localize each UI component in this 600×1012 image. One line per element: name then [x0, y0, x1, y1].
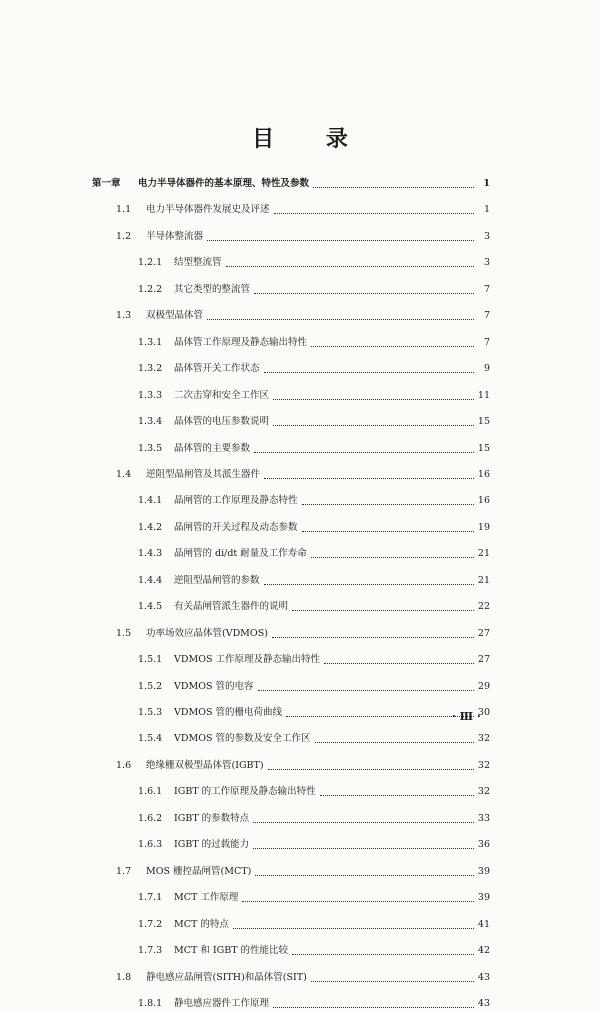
toc-entry-page: 27: [477, 627, 490, 639]
toc-entry-number: 1.6: [116, 759, 132, 771]
toc-entry-title: 静电感应器件工作原理: [174, 997, 270, 1009]
toc-entry-title: IGBT 的参数特点: [174, 812, 250, 824]
toc-entry: [138, 837, 490, 853]
toc-entry-title: MCT 工作原理: [174, 892, 239, 904]
dot-leader: [226, 265, 474, 267]
toc-entry-page: 32: [477, 759, 490, 771]
toc-entry-page: 39: [477, 892, 490, 904]
toc-entry: [138, 652, 490, 668]
dot-leader: [302, 503, 474, 505]
dot-leader: [273, 398, 474, 400]
toc-entry-title: MOS 栅控晶闸管(MCT): [146, 865, 252, 877]
toc-entry-number: 1.5.2: [138, 680, 163, 692]
dot-leader: [264, 583, 474, 585]
dot-leader: [233, 927, 474, 929]
toc-entry-number: 1.1: [116, 204, 132, 216]
toc-entry-number: 1.4.3: [138, 548, 163, 560]
toc-entry-title: IGBT 的过载能力: [174, 839, 250, 851]
toc-entry: [116, 202, 490, 218]
toc-entry-page: 22: [477, 601, 490, 613]
toc-entry-number: 1.3.2: [138, 363, 163, 375]
toc-entry-number: 1.4.4: [138, 574, 163, 586]
toc-entry-page: 36: [477, 839, 490, 851]
toc-entry-title: 结型整流管: [174, 257, 222, 269]
toc-entry-page: 43: [477, 997, 490, 1009]
dot-leader: [302, 530, 474, 532]
toc-entry-number: 第一章: [92, 178, 121, 189]
toc-entry-title: 电力半导体器件的基本原理、特性及参数: [138, 178, 310, 189]
dot-leader: [292, 609, 474, 611]
toc-entry-page: 43: [477, 971, 490, 983]
toc-entry: [138, 546, 490, 562]
toc-entry: [116, 758, 490, 774]
toc-entry-page: 16: [477, 468, 490, 480]
toc-entry-title: 半导体整流器: [146, 230, 204, 242]
toc-entry: [116, 308, 490, 324]
toc-entry-title: MCT 和 IGBT 的性能比较: [174, 945, 289, 956]
dot-leader: [292, 953, 474, 955]
toc-entry-number: 1.7.1: [138, 892, 163, 904]
toc-entry-page: 3: [483, 257, 490, 269]
toc-entry-title: 晶闸管的开关过程及动态参数: [174, 521, 298, 533]
toc-entry-number: 1.7.3: [138, 945, 163, 956]
toc-entry-page: 39: [477, 865, 490, 877]
toc-entry: [138, 599, 490, 615]
toc-entry: [92, 176, 490, 192]
toc-entry-title: 晶体管的电压参数说明: [174, 416, 270, 427]
page-title: 目 录: [252, 126, 370, 152]
dot-leader: [273, 424, 474, 426]
dot-leader: [274, 212, 474, 214]
toc-entry: [138, 255, 490, 271]
dot-leader: [320, 794, 474, 796]
toc-entry-page: 11: [477, 389, 490, 401]
page-folio: · Ⅲ ·: [452, 710, 481, 723]
toc-entry: [138, 731, 490, 747]
toc-entry-page: 41: [477, 918, 490, 930]
toc-entry: [138, 996, 490, 1012]
toc-entry: [116, 970, 490, 986]
toc-entry-page: 7: [483, 336, 490, 348]
toc-entry-page: 21: [477, 574, 490, 586]
toc-entry-page: 21: [477, 548, 490, 560]
toc-entry-title: 晶体管开关工作状态: [174, 363, 260, 375]
toc-entry: [138, 573, 490, 589]
toc-entry-number: 1.5.1: [138, 654, 163, 666]
toc-entry-number: 1.4.1: [138, 495, 163, 507]
toc-entry-page: 30: [477, 707, 490, 718]
toc-entry-page: 7: [483, 310, 490, 322]
toc-entry-number: 1.2.2: [138, 283, 163, 295]
toc-entry-page: 7: [483, 283, 490, 295]
toc-entry: [138, 414, 490, 430]
toc-entry-number: 1.3.3: [138, 389, 163, 401]
toc-entry-number: 1.3.5: [138, 442, 163, 454]
toc-entry-number: 1.5.3: [138, 707, 163, 718]
toc-entry-title: VDMOS 工作原理及静态输出特性: [174, 654, 321, 666]
toc-entry-number: 1.3.1: [138, 336, 163, 348]
toc-entry-page: 19: [477, 521, 490, 533]
toc-entry-title: 二次击穿和安全工作区: [174, 389, 270, 401]
toc-entry-number: 1.2: [116, 230, 132, 242]
dot-leader: [313, 186, 474, 188]
toc-entry-title: 绝缘栅双极型晶体管(IGBT): [146, 759, 264, 771]
toc-entry-title: 逆阻型晶闸管的参数: [174, 574, 260, 586]
toc-entry-page: 33: [477, 812, 490, 824]
toc-entry-page: 1: [483, 204, 490, 216]
toc-entry-number: 1.7: [116, 865, 132, 877]
toc-entry-page: 1: [483, 178, 490, 189]
toc-entry-number: 1.7.2: [138, 918, 163, 930]
dot-leader: [258, 689, 474, 691]
toc-entry-title: 功率场效应晶体管(VDMOS): [146, 627, 268, 639]
dot-leader: [324, 662, 474, 664]
toc-entry-title: 双极型晶体管: [146, 310, 204, 322]
toc-entry: [138, 335, 490, 351]
toc-entry: [138, 784, 490, 800]
toc-entry: [138, 679, 490, 695]
dot-leader: [254, 451, 474, 453]
toc-entry-page: 27: [477, 654, 490, 666]
toc-entry-title: 晶闸管的 di/dt 耐量及工作寿命: [174, 548, 307, 560]
dot-leader: [311, 556, 474, 558]
toc-entry-number: 1.8: [116, 971, 132, 983]
toc-entry-number: 1.4: [116, 468, 132, 480]
dot-leader: [242, 900, 474, 902]
toc-entry: [116, 229, 490, 245]
dot-leader: [255, 874, 474, 876]
toc-entry: [138, 705, 490, 721]
dot-leader: [311, 345, 474, 347]
toc-entry: [138, 520, 490, 536]
toc-entry-page: 29: [477, 680, 490, 692]
toc-entry-title: VDMOS 管的参数及安全工作区: [174, 733, 311, 745]
toc-entry-title: 电力半导体器件发展史及评述: [146, 204, 270, 216]
toc-entry-title: VDMOS 管的电容: [174, 680, 254, 692]
dot-leader: [264, 371, 474, 373]
toc-entry-page: 32: [477, 786, 490, 798]
toc-entry-title: 其它类型的整流管: [174, 283, 251, 295]
toc-entry-title: 晶体管的主要参数: [174, 442, 251, 454]
toc-entry-title: 有关晶闸管派生器件的说明: [174, 601, 289, 613]
toc-entry-title: 晶体管工作原理及静态输出特性: [174, 336, 308, 348]
toc-entry-number: 1.5.4: [138, 733, 163, 745]
toc-entry: [116, 626, 490, 642]
toc-entry: [138, 493, 490, 509]
toc-entry: [138, 282, 490, 298]
dot-leader: [272, 636, 474, 638]
toc-entry-page: 3: [483, 230, 490, 242]
toc-entry-number: 1.2.1: [138, 257, 163, 269]
toc-entry-number: 1.3: [116, 310, 132, 322]
toc-entry-title: 逆阻型晶闸管及其派生器件: [146, 468, 261, 480]
dot-leader: [268, 768, 474, 770]
toc-entry-title: 晶闸管的工作原理及静态特性: [174, 495, 298, 507]
toc-entry: [138, 890, 490, 906]
toc-entry: [116, 864, 490, 880]
toc-entry-number: 1.5: [116, 627, 132, 639]
toc-entry-number: 1.6.2: [138, 812, 163, 824]
toc-entry: [116, 467, 490, 483]
dot-leader: [253, 821, 474, 823]
toc-entry: [138, 917, 490, 933]
toc-entry-page: 16: [477, 495, 490, 507]
toc-entry-page: 9: [483, 363, 490, 375]
dot-leader: [207, 239, 474, 241]
toc-entry-title: VDMOS 管的栅电荷曲线: [174, 707, 283, 718]
toc-entry-page: 32: [477, 733, 490, 745]
toc-entry-number: 1.4.2: [138, 521, 163, 533]
toc-entry-title: 静电感应晶闸管(SITH)和晶体管(SIT): [146, 971, 307, 983]
toc-entry: [138, 811, 490, 827]
toc-entry: [138, 388, 490, 404]
dot-leader: [264, 477, 474, 479]
dot-leader: [273, 1006, 474, 1008]
toc-entry: [138, 361, 490, 377]
toc-entry-page: 42: [477, 945, 490, 956]
toc-entry-number: 1.4.5: [138, 601, 163, 613]
dot-leader: [311, 980, 474, 982]
toc-entry-number: 1.6.3: [138, 839, 163, 851]
toc-entry: [138, 943, 490, 959]
toc-entry-number: 1.3.4: [138, 416, 163, 427]
toc-entry-title: MCT 的特点: [174, 918, 229, 930]
dot-leader: [315, 741, 474, 743]
dot-leader: [254, 292, 474, 294]
dot-leader: [286, 715, 474, 717]
toc-entry-page: 15: [477, 416, 490, 427]
toc-entry-page: 15: [477, 442, 490, 454]
dot-leader: [207, 318, 474, 320]
toc-entry-number: 1.8.1: [138, 997, 163, 1009]
toc-entry-title: IGBT 的工作原理及静态输出特性: [174, 786, 316, 798]
toc-entry-number: 1.6.1: [138, 786, 163, 798]
toc-entry: [138, 441, 490, 457]
